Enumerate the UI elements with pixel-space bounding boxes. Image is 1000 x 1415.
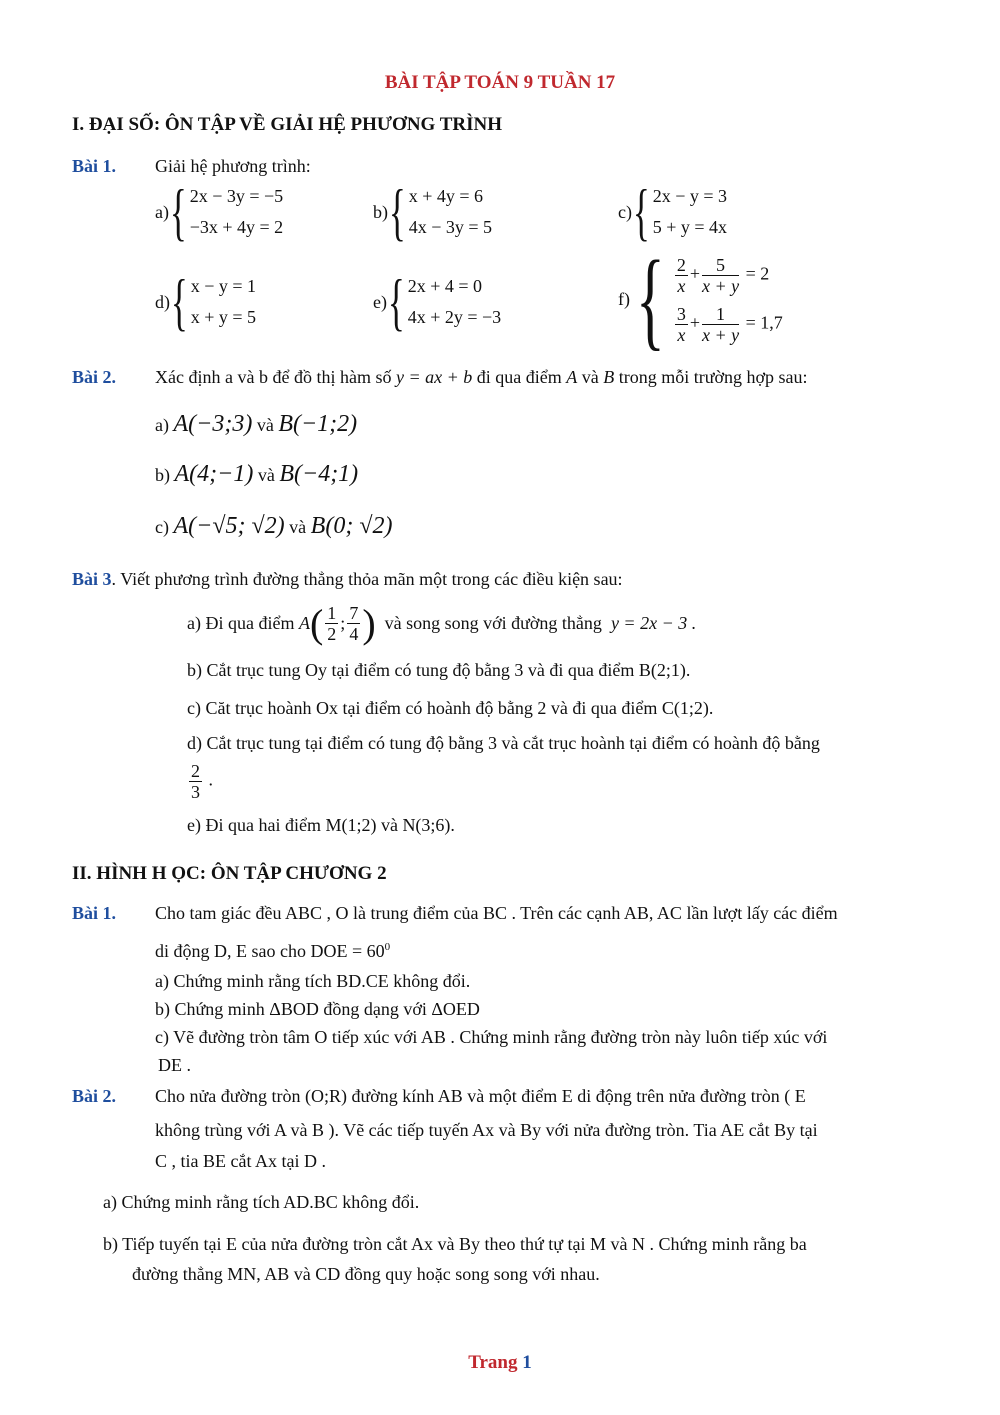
eq: 5 + y = 4x [652,217,728,237]
exercise-1-label: Bài 1. [72,156,117,176]
eq: 4x − 3y = 5 [408,217,493,237]
line-condition-d-fraction: $\frac{2}{3}$ . [191,761,213,802]
eq: 4x + 2y = −3 [407,307,502,327]
line-condition-d: d) Cắt trục tung tại điểm có tung độ bằng 3 và cắt trục hoành tại điểm có hoành độ bằng [187,733,820,753]
exercise-1-text: Giải hệ phương trình: [155,156,311,176]
point-pair-c: c) A(−√5; √2) và B(0; √2) [155,513,393,539]
system-d: d) { x − y = 1 x + y = 5 [155,266,257,337]
geometry-exercise-2-b-cont: đường thẳng MN, AB và CD đồng quy hoặc song song với nhau. [132,1264,600,1284]
geometry-exercise-2-a: a) Chứng minh rằng tích AD.BC không đổi. [103,1192,420,1212]
section-geometry-heading: II. HÌNH H ỌC: ÔN TẬP CHƯƠNG 2 [72,863,387,884]
geometry-exercise-2-b: b) Tiếp tuyến tại E của nửa đường tròn cắt Ax và By theo thứ tự tại M và N . Chứng minh rằng ba [103,1234,807,1254]
eq: x + y = 5 [190,307,257,327]
eq: 2x − y = 3 [652,186,728,206]
line-condition-a: a) Đi qua điểm A ( $\frac{1}{2}$ ; $\frac{7}{4}$ ) và song song với đường thẳng y = 2x − 3 . [187,601,697,646]
eq: x − y = 1 [190,276,257,296]
system-e: e) { 2x + 4 = 0 4x + 2y = −3 [373,266,502,337]
geometry-exercise-2-label: Bài 2. [72,1086,117,1106]
exercise-2-label: Bài 2. [72,367,117,387]
geometry-exercise-1-b: b) Chứng minh ΔBOD đồng dạng với ΔOED [155,999,480,1019]
system-c: c) { 2x − y = 3 5 + y = 4x [618,176,728,247]
geometry-exercise-1-a: a) Chứng minh rằng tích BD.CE không đổi. [155,971,471,991]
geometry-exercise-2-line2: không trùng với A và B ). Vẽ các tiếp tuyến Ax và By với nửa đường tròn. Tia AE cắt By tại [155,1120,818,1140]
system-f: f) { $\frac{2}{x}$ + $\frac{5}{x + y}$ = 2 $\frac{3}{x}$ + $\frac{1}{x + y}$ = 1,7 [618,238,783,360]
line-condition-b: b) Cắt trục tung Oy tại điểm có tung độ bằng 3 và đi qua điểm B(2;1). [187,660,691,680]
geometry-exercise-1-c: c) Vẽ đường tròn tâm O tiếp xúc với AB . Chứng minh rằng đường tròn này luôn tiếp xúc với [155,1027,828,1047]
geometry-exercise-1-line2: di động D, E sao cho DOE = $60^0$ [155,941,391,961]
point-pair-a: a) A(−3;3) và B(−1;2) [155,411,358,437]
geometry-exercise-1-c-cont: DE . [158,1055,191,1075]
section-algebra-heading: I. ĐẠI SỐ: ÔN TẬP VỀ GIẢI HỆ PHƯƠNG TRÌNH [72,114,503,135]
system-a: a) { 2x − 3y = −5 −3x + 4y = 2 [155,176,284,247]
geometry-exercise-2-line3: C , tia BE cắt Ax tại D . [155,1151,326,1171]
page-number: Trang 1 [468,1352,532,1373]
exercise-3-heading: Bài 3. Viết phương trình đường thẳng thỏa mãn một trong các điều kiện sau: [72,569,623,589]
geometry-exercise-1-line1: Cho tam giác đều ABC , O là trung điểm của BC . Trên các cạnh AB, AC lần lượt lấy các điểm [155,903,838,923]
line-condition-c: c) Căt trục hoành Ox tại điểm có hoành độ bằng 2 và đi qua điểm C(1;2). [187,698,714,718]
geometry-exercise-2-line1: Cho nửa đường tròn (O;R) đường kính AB và một điểm E di động trên nửa đường tròn ( E [155,1086,806,1106]
point-pair-b: b) A(4;−1) và B(−4;1) [155,461,359,487]
geometry-exercise-1-label: Bài 1. [72,903,117,923]
line-condition-e: e) Đi qua hai điểm M(1;2) và N(3;6). [187,815,455,835]
system-b: b) { x + 4y = 6 4x − 3y = 5 [373,176,493,247]
page-title: BÀI TẬP TOÁN 9 TUẦN 17 [384,72,616,93]
eq: −3x + 4y = 2 [189,217,284,237]
eq: 2x + 4 = 0 [407,276,483,296]
eq: 2x − 3y = −5 [189,186,284,206]
eq: x + 4y = 6 [408,186,484,206]
exercise-2-text: Xác định a và b để đồ thị hàm số y = ax + b đi qua điểm A và B trong mỗi trường hợp sau: [155,367,808,387]
